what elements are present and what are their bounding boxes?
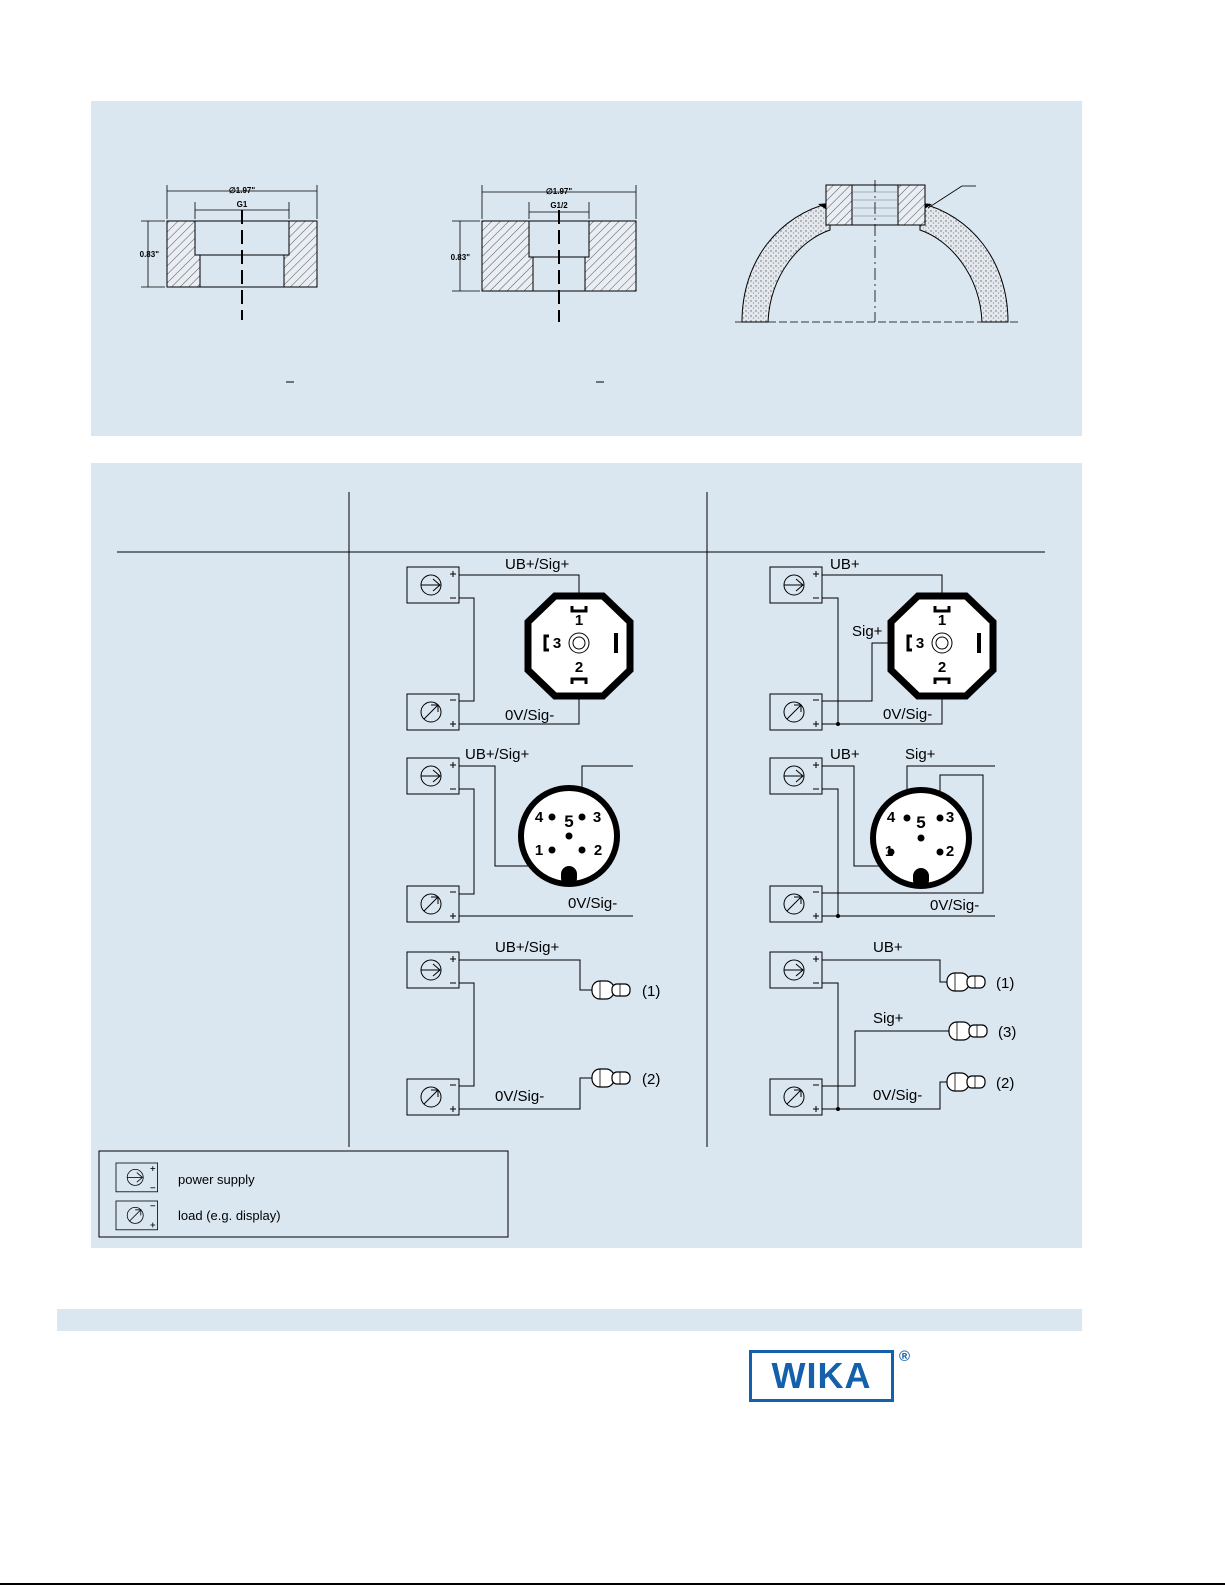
load-icon [407, 886, 459, 922]
load-icon [407, 1079, 459, 1115]
pin-3-label: 3 [945, 809, 955, 826]
cable-end-2 [947, 1073, 985, 1091]
ub-sig-plus-label: UB+/Sig+ [495, 939, 560, 956]
wire-2-label: (2) [996, 1075, 1015, 1092]
power-supply-icon [407, 567, 459, 603]
load-icon [407, 694, 459, 730]
sig-plus-label: Sig+ [905, 746, 936, 763]
power-supply-icon [770, 567, 822, 603]
cable-end-2 [592, 1069, 630, 1087]
0v-sig-minus-label: 0V/Sig- [883, 706, 933, 723]
pin-4-label: 4 [534, 809, 544, 826]
g1-thread-dim: G1 [236, 200, 248, 209]
0v-sig-minus-label: 0V/Sig- [505, 707, 555, 724]
0v-sig-minus-label: 0V/Sig- [495, 1088, 545, 1105]
pin-1-label: 1 [884, 843, 894, 860]
pin-3-label: 3 [592, 809, 602, 826]
ub-plus-label: UB+ [873, 939, 903, 956]
two-wire-bayonet-diagram [407, 556, 630, 730]
cable-end-3 [949, 1022, 987, 1040]
two-wire-din-diagram [407, 746, 633, 922]
ub-sig-plus-label: UB+/Sig+ [505, 556, 570, 573]
pin-3-label: 3 [552, 635, 562, 652]
ub-sig-plus-label: UB+/Sig+ [465, 746, 530, 763]
legend-load-label: load (e.g. display) [178, 1208, 281, 1223]
wire-2-label: (2) [642, 1071, 661, 1088]
pin-2-label: 2 [945, 843, 955, 860]
power-supply-icon [407, 952, 459, 988]
0v-sig-minus-label: 0V/Sig- [568, 895, 618, 912]
ub-plus-label: UB+ [830, 556, 860, 573]
logo-wordmark: WIKA [749, 1350, 894, 1402]
load-icon [116, 1201, 158, 1230]
wika-logo [749, 1348, 911, 1402]
0v-sig-minus-label: 0V/Sig- [873, 1087, 923, 1104]
pin-1-label: 1 [574, 612, 584, 629]
pin-3-label: 3 [915, 635, 925, 652]
wire-1-label: (1) [642, 983, 661, 1000]
pin-2-label: 2 [574, 659, 584, 676]
ub-plus-label: UB+ [830, 746, 860, 763]
pin-5-label: 5 [564, 812, 574, 831]
pin-4-label: 4 [886, 809, 896, 826]
power-supply-icon [116, 1163, 158, 1192]
two-wire-cable-diagram [407, 939, 660, 1115]
cable-end-1 [592, 981, 630, 999]
power-supply-icon [770, 952, 822, 988]
g12-height-dim: 0.83" [450, 253, 470, 262]
three-wire-cable-diagram [770, 939, 1016, 1115]
pin-1-label: 1 [534, 842, 544, 859]
registered-mark: ® [899, 1348, 911, 1365]
load-icon [770, 1079, 822, 1115]
three-wire-din-diagram [770, 746, 995, 922]
pin-2-label: 2 [937, 659, 947, 676]
sig-plus-label: Sig+ [852, 623, 883, 640]
load-icon [770, 886, 822, 922]
0v-sig-minus-label: 0V/Sig- [930, 897, 980, 914]
pin-2-label: 2 [593, 842, 603, 859]
legend-power-supply-label: power supply [178, 1172, 255, 1187]
wire-3-label: (3) [998, 1024, 1017, 1041]
power-supply-icon [770, 758, 822, 794]
g12-thread-dim: G1/2 [550, 201, 568, 210]
pin-1-label: 1 [937, 612, 947, 629]
weld-socket-g12-drawing [451, 185, 636, 382]
weld-socket-g1-drawing [140, 185, 317, 382]
power-supply-icon [407, 758, 459, 794]
symbol-legend [99, 1151, 508, 1237]
g1-height-dim: 0.83" [139, 250, 159, 259]
pin-5-label: 5 [916, 813, 926, 832]
sig-plus-label: Sig+ [873, 1010, 904, 1027]
g1-outer-dim: ∅1.97" [228, 186, 256, 195]
cable-end-1 [947, 973, 985, 991]
g12-outer-dim: ∅1.97" [545, 187, 573, 196]
wire-1-label: (1) [996, 975, 1015, 992]
three-wire-bayonet-diagram [770, 556, 993, 730]
weld-installation-drawing [735, 180, 1018, 322]
load-icon [770, 694, 822, 730]
